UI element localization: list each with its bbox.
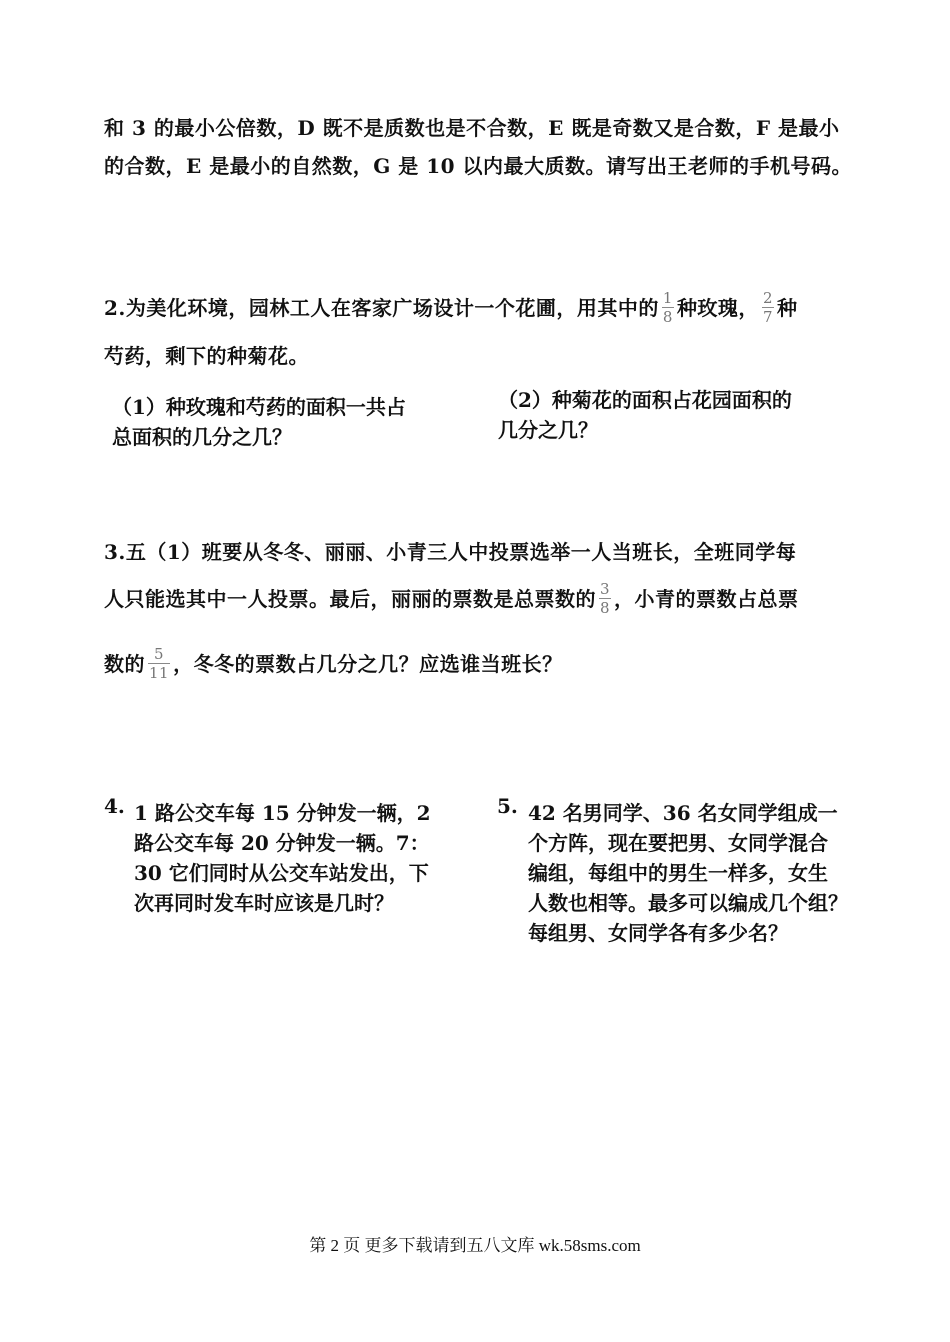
q2-sub1-line-2: 总面积的几分之几？ — [112, 425, 292, 449]
fraction-numerator: 2 — [762, 289, 773, 307]
q2-text-b: 种玫瑰， — [676, 296, 759, 320]
q4-line: 1 路公交车每 15 分钟发一辆，2 — [134, 801, 431, 825]
q3-line-1: 3.五（1）班要从冬冬、丽丽、小青三人中投票选举一人当班长，全班同学每 — [104, 540, 797, 564]
q4-number: 4. — [104, 794, 125, 818]
fraction-one-eighth — [662, 290, 674, 325]
q5-line: 42 名男同学、36 名女同学组成一 — [528, 801, 838, 825]
fraction-denominator: 8 — [662, 308, 673, 326]
q2-line-1 — [104, 289, 798, 327]
q1-line-2: 的合数，E 是最小的自然数，G 是 10 以内最大质数。请写出王老师的手机号码。 — [104, 154, 853, 178]
q5-body — [528, 798, 848, 948]
q2-text-a: 2.为美化环境，园林工人在客家广场设计一个花圃，用其中的 — [104, 296, 659, 320]
q3-text-b: ，小青的票数占总票 — [614, 587, 799, 611]
q4-line: 路公交车每 20 分钟发一辆。7： — [134, 831, 430, 855]
fraction-denominator: 11 — [149, 664, 170, 682]
q3-line-3 — [104, 645, 563, 683]
q5-line: 人数也相等。最多可以编成几个组？ — [528, 891, 848, 915]
q3-text-a: 人只能选其中一人投票。最后，丽丽的票数是总票数的 — [104, 587, 596, 611]
fraction-numerator: 1 — [662, 289, 673, 307]
q3-text-c: 数的 — [104, 652, 145, 676]
q3-line-2 — [104, 580, 799, 618]
q2-subquestion-2 — [498, 385, 792, 445]
fraction-five-elevenths — [148, 646, 170, 681]
q2-text-c: 种 — [776, 296, 798, 320]
q4-line: 次再同时发车时应该是几时？ — [134, 891, 394, 915]
fraction-denominator: 7 — [762, 308, 773, 326]
q5-line: 个方阵，现在要把男、女同学混合 — [528, 831, 828, 855]
q1-line-1: 和 3 的最小公倍数，D 既不是质数也是不合数，E 既是奇数又是合数，F 是最小 — [104, 116, 840, 140]
q5-line: 编组，每组中的男生一样多，女生 — [528, 861, 828, 885]
fraction-two-sevenths — [762, 290, 774, 325]
q4-body — [134, 798, 431, 918]
q2-sub2-line-1: （2）种菊花的面积占花园面积的 — [498, 388, 792, 412]
fraction-numerator: 5 — [154, 645, 165, 663]
q2-sub1-line-1: （1）种玫瑰和芍药的面积一共占 — [112, 395, 406, 419]
q5-line: 每组男、女同学各有多少名？ — [528, 921, 788, 945]
fraction-numerator: 3 — [600, 580, 611, 598]
q3-text-d: ，冬冬的票数占几分之几？应选谁当班长？ — [173, 652, 563, 676]
q2-subquestion-1 — [112, 392, 406, 452]
fraction-denominator: 8 — [600, 599, 611, 617]
q4-line: 30 它们同时从公交车站发出，下 — [134, 861, 429, 885]
fraction-three-eighths — [599, 581, 611, 616]
page-footer: 第 2 页 更多下载请到五八文库 wk.58sms.com — [309, 1236, 641, 1255]
q2-line-2: 芍药，剩下的种菊花。 — [104, 344, 309, 368]
q2-sub2-line-2: 几分之几？ — [498, 418, 598, 442]
q5-number: 5. — [497, 794, 518, 818]
